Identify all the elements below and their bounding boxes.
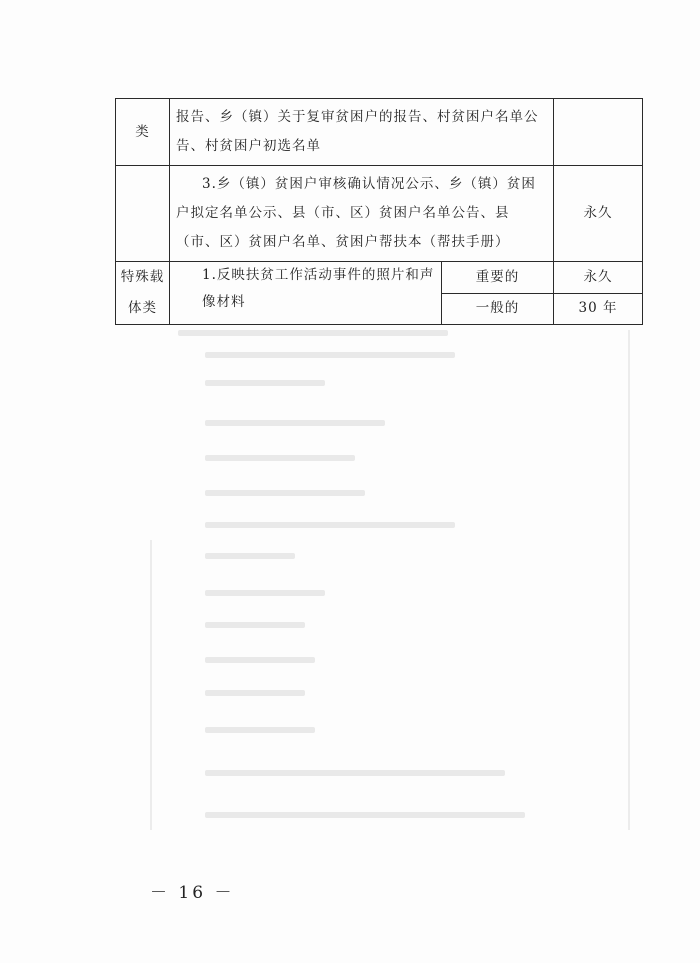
bleed-through-mark [205,727,315,733]
retention-term: 30 年 [578,300,618,317]
bleed-through-line [150,540,152,830]
bleed-through-mark [205,812,525,818]
bleed-through-mark [205,420,385,426]
table-row [116,262,643,294]
bleed-through-mark [205,770,505,776]
bleed-through-mark [205,490,365,496]
category-cell [116,99,170,166]
retention-schedule-table [115,98,643,325]
category-label-line1: 特殊载 [120,269,165,285]
category-label: 类 [135,123,150,140]
bleed-through-mark [205,455,355,461]
importance-level: 一般的 [475,300,520,317]
description-cell [170,262,442,325]
retention-term-cell [554,166,643,262]
description-cell [170,166,554,262]
bleed-through-line [628,330,630,830]
category-label-line2: 体类 [128,300,157,316]
bleed-through-mark [205,352,455,358]
retention-term-cell [554,99,643,166]
bleed-through-mark [205,380,325,386]
category-cell [116,166,170,262]
bleed-through-mark [205,553,295,559]
retention-term-cell [554,293,643,325]
description-cell [170,99,554,166]
bleed-through-mark [205,590,325,596]
table-row [116,166,643,262]
importance-cell [442,293,554,325]
bleed-through-mark [205,522,455,528]
page-number: － 16 － [150,883,235,903]
description-text: 报告、乡（镇）关于复审贫困户的报告、村贫困户名单公告、村贫困户初选名单 [176,109,539,154]
bleed-through-mark [205,657,315,663]
retention-term: 永久 [583,268,613,285]
importance-cell [442,262,554,294]
description-text: 1.反映扶贫工作活动事件的照片和声像材料 [202,267,435,310]
table-row [116,99,643,166]
retention-term: 永久 [583,205,613,221]
bleed-through-mark [178,330,448,336]
bleed-through-mark [205,690,305,696]
importance-level: 重要的 [475,268,520,285]
bleed-through-mark [205,622,305,628]
retention-term-cell [554,262,643,294]
description-text: 3.乡（镇）贫困户审核确认情况公示、乡（镇）贫困户拟定名单公示、县（市、区）贫困户名单公告、县（市、区）贫困户名单、贫困户帮扶本（帮扶手册） [176,176,536,250]
category-cell [116,262,170,325]
